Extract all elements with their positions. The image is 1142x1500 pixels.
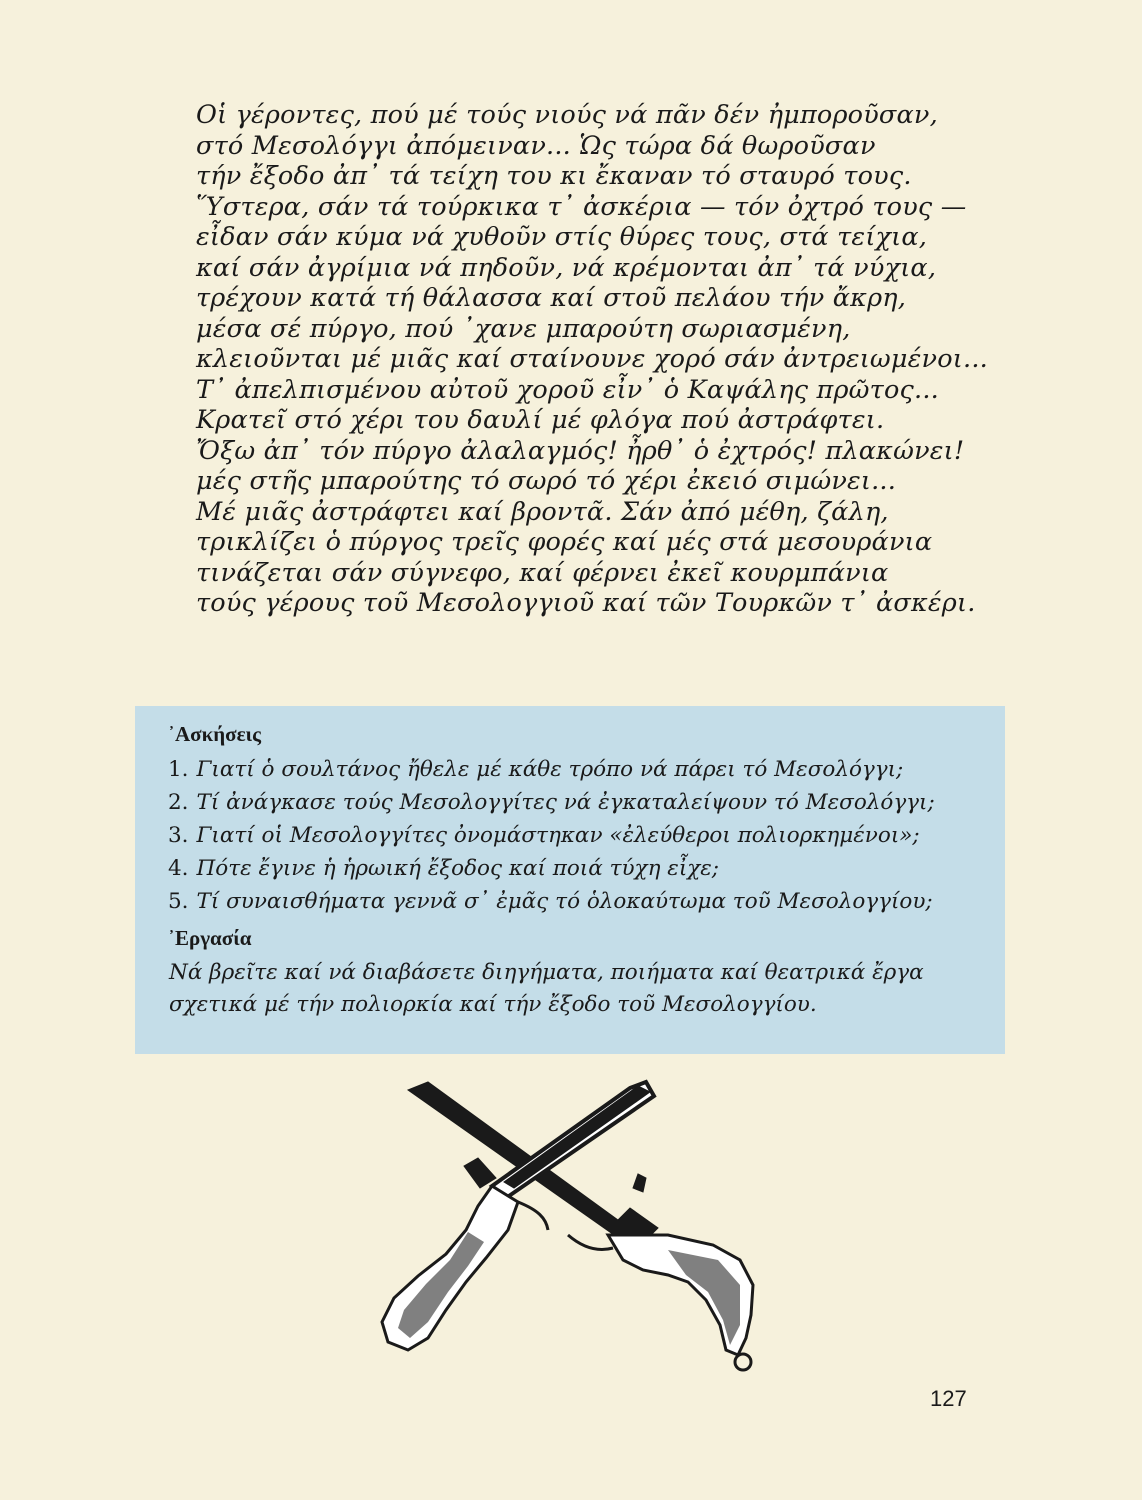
poem-line: Κρατεῖ στό χέρι του δαυλί μέ φλόγα πού ἀστράφτει. [196,405,885,435]
poem-line: τρικλίζει ὁ πύργος τρεῖς φορές καί μές στά μεσουράνια [196,527,933,557]
poem-line: τινάζεται σάν σύγνεφο, καί φέρνει ἐκεῖ κουρμπάνια [196,557,889,588]
exercise-question [168,819,968,852]
question-text: Πότε ἔγινε ἡ ἡρωική ἔξοδος καί ποιά τύχη εἶχε; [196,856,720,881]
crossed-pistols-illustration [368,1070,798,1380]
poem-line: Ὕστερα, σάν τά τούρκικα τ᾽ ἀσκέρια — τόν ὀχτρό τους — [196,191,967,222]
question-number: 3. [168,823,189,848]
poem-line: στό Μεσολόγγι ἀπόμειναν... Ὡς τώρα δά θωροῦσαν [196,130,876,161]
poem-line: μές στῆς μπαρούτης τό σωρό τό χέρι ἐκειό σιμώνει... [196,466,897,496]
question-number: 5. [168,889,189,914]
question-text: Γιατί οἱ Μεσολογγίτες ὀνομάστηκαν «ἐλεύθεροι πολιορκημένοι»; [196,823,920,848]
poem-line: κλειοῦνται μέ μιᾶς καί σταίνουνε χορό σάν ἀντρειωμένοι... [196,344,988,374]
question-number: 2. [168,790,189,815]
task-text-line: σχετικά μέ τήν πολιορκία καί τήν ἔξοδο τοῦ Μεσολογγίου. [169,992,817,1017]
task-heading: ᾽Εργασία [168,926,252,950]
exercise-question [168,885,968,918]
exercise-question [168,786,968,819]
poem-line: Ὄξω ἀπ᾽ τόν πύργο ἀλαλαγμός! ἦρθ᾽ ὁ ἐχτρός! πλακώνει! [196,435,965,466]
task-text-line: Νά βρεῖτε καί νά διαβάσετε διηγήματα, ποιήματα καί θεατρικά ἔργα [169,960,924,985]
exercise-section [168,722,968,1021]
poem-line: τρέχουν κατά τή θάλασσα καί στοῦ πελάου τήν ἄκρη, [196,283,907,313]
poem-line: εἶδαν σάν κύμα νά χυθοῦν στίς θύρες τους, στά τείχια, [196,222,928,252]
poem-line: τήν ἔξοδο ἀπ᾽ τά τείχη του κι ἔκαναν τό σταυρό τους. [196,161,912,191]
poem-line: τούς γέρους τοῦ Μεσολογγιοῦ καί τῶν Τουρκῶν τ᾽ ἀσκέρι. [196,588,976,618]
exercises-heading: ᾽Ασκήσεις [168,722,261,746]
page-number: 127 [930,1386,967,1411]
question-text: Τί συναισθήματα γεννᾶ σ᾽ ἐμᾶς τό ὁλοκαύτωμα τοῦ Μεσολογγίου; [196,889,933,914]
exercise-question [168,852,968,885]
question-number: 1. [168,757,189,782]
poem-line: καί σάν ἀγρίμια νά πηδοῦν, νά κρέμονται ἀπ᾽ τά νύχια, [196,252,937,283]
poem [196,100,988,619]
question-number: 4. [168,856,189,881]
poem-line: Οἱ γέροντες, πού μέ τούς νιούς νά πᾶν δέν ἠμποροῦσαν, [196,100,938,130]
question-text: Τί ἀνάγκασε τούς Μεσολογγίτες νά ἐγκαταλείψουν τό Μεσολόγγι; [196,790,935,815]
poem-line: μέσα σέ πύργο, πού ᾽χανε μπαρούτη σωριασμένη, [196,313,851,344]
poem-line: Μέ μιᾶς ἀστράφτει καί βροντᾶ. Σάν ἀπό μέθη, ζάλη, [196,496,889,527]
question-text: Γιατί ὁ σουλτάνος ἤθελε μέ κάθε τρόπο νά πάρει τό Μεσολόγγι; [196,757,904,782]
exercise-question [168,753,968,786]
poem-line: Τ᾽ ἀπελπισμένου αὐτοῦ χοροῦ εἶν᾽ ὁ Καψάλης πρῶτος... [196,374,939,405]
